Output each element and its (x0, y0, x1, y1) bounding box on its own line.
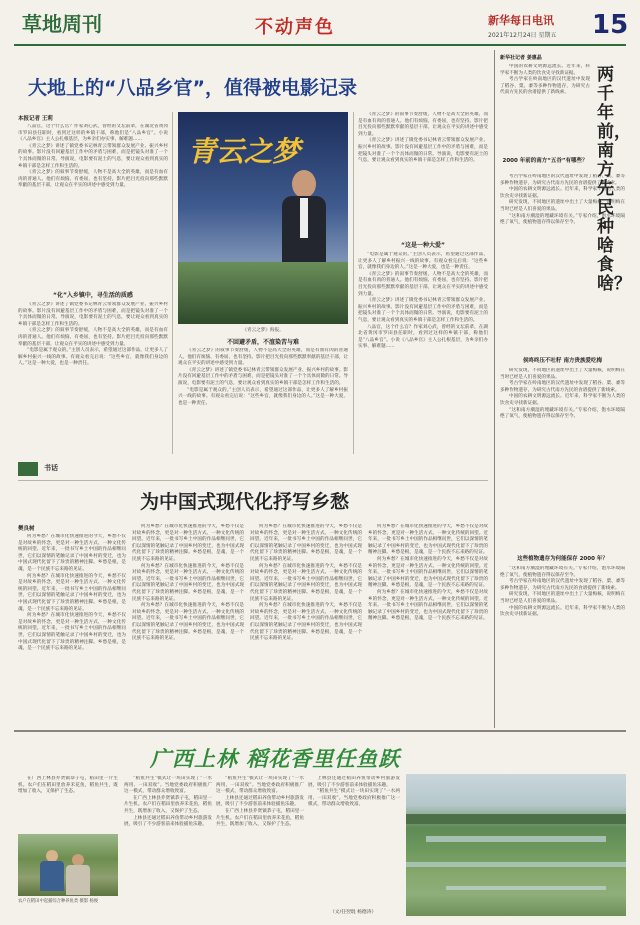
a2-col1-paragraph-2: 何为乡愁？在城市化快速推进的今天，乡愁不仅是对故乡的怀念，更是对一种生活方式、一种文化传统的回望。近年来，一批书写乡土中国的作品相继问世，它们以深情的笔触记录了中国乡村的变迁，也为中国式现代化留下了珍贵的精神注脚。乡愁是根，是魂，是一个民族不忘来路的见证。 (18, 573, 126, 612)
article-2-headline: 为中国式现代化抒写乡愁 (140, 491, 350, 513)
paper-brand: 新华每日电讯 (488, 14, 554, 27)
sidebar-body-1-paragraph-4: “这和南方潮湿的埋藏环境有关。”专家介绍，饱水环境隔绝了氧气，使植物遗存得以保存至今。 (500, 213, 625, 226)
article-3-headline: 广西上林 稻花香里任鱼跃 (150, 746, 401, 771)
lead-paragraph-cont-2: 《青云之梦》的叙事节奏舒缓，人物不是高大全的英雄，而是有血有肉的普通人。他们有烦恼、有委屈，也有坚持。影片把目光投向那些默默奉献的基层干部，让观众在平实的讲述中感受到力量。 (18, 170, 168, 189)
article-2-col2 (132, 524, 244, 724)
a3-col2-paragraph-3: 上林县还通过稻田养鱼带动乡村旅游发展，吸引了不少游客前来体验捕鱼乐趣。 (124, 815, 212, 828)
article-3-col4 (308, 776, 400, 904)
sidebar-body-1 (500, 174, 625, 352)
sidebar-body-3 (500, 566, 625, 726)
sidebar-q3: 这些植物遗存为何能保存 2000 年？ (517, 556, 608, 562)
sidebar-body-2 (500, 368, 625, 546)
article-1-subhead-3: “这是一种大爱” (401, 242, 445, 249)
column-brand: 草地周刊 (22, 12, 102, 36)
col3-paragraph-2: 《青云之梦》讲述了镇党委书记林青云带领群众发展产业、振兴乡村的故事。影片没有回避基层工作中的矛盾与困难，而是把镜头对准了一个个具体而微的日常。导演说，电影要有泥土的气息，要让观众看到真实的乡镇干部是怎样工作和生活的。 (358, 138, 488, 164)
a3-col4-paragraph: 上林县还通过稻田养鱼带动乡村旅游发展，吸引了不少游客前来体验捕鱼乐趣。 (308, 776, 400, 788)
article-3-col2 (124, 776, 212, 916)
a3-col3-paragraph-3: 在广西上林县乔贤镇恭子屯，稻田里一片生机。农户们在稻田里放养禾花鱼，稻鱼共生，既增加了收入，又保护了生态。 (216, 808, 304, 828)
a3-col3-paragraph-2: 上林县还通过稻田养鱼带动乡村旅游发展，吸引了不少游客前来体验捕鱼乐趣。 (216, 795, 304, 808)
poster-landscape (178, 262, 348, 324)
col4-paragraph: “电影是属于观众的。”主创人员表示，希望通过这部作品，让更多人了解乡村振兴一线的故事。有观众看完后说：“这些乡官，就像我们身边的人。”这是一种大爱，也是一种责任。 (358, 252, 488, 271)
lead-paragraph-cont: 《青云之梦》讲述了镇党委书记林青云带领群众发展产业、振兴乡村的故事。影片没有回避基层工作中的矛盾与困难，而是把镜头对准了一个个具体而微的日常。导演说，电影要有泥土的气息，要让观众看到真实的乡镇干部是怎样工作和生活的。 (18, 143, 168, 169)
col3-paragraph: 《青云之梦》的叙事节奏舒缓，人物不是高大全的英雄，而是有血有肉的普通人。他们有烦恼、有委屈，也有坚持。影片把目光投向那些默默奉献的基层干部，让观众在平实的讲述中感受到力量。 (358, 112, 488, 137)
sidebar-byline: 新华社记者 姜惠晶 (500, 55, 542, 61)
article-2-col1 (18, 534, 126, 724)
col4-paragraph-4: 八品官，这个什么官？作家刘心武，曾经的文坛前辈，在湖北省黄冈市罗田县任职时，看到过这样的乡镇干部，称他们是“八品乡官”。小说《八品乡官》主人公扎根基层，为乡亲们办实事、解难题…… (358, 324, 488, 350)
col1-paragraph: 《青云之梦》讲述了镇党委书记林青云带领群众发展产业、振兴乡村的故事。影片没有回避基层工作中的矛盾与困难，而是把镜头对准了一个个具体而微的日常。导演说，电影要有泥土的气息，要让观众看到真实的乡镇干部是怎样工作和生活的。 (18, 302, 168, 327)
sidebar-q2: 侯咚咚压不吐籽 南方贵族爱吃梅 (523, 358, 602, 364)
sidebar-divider (494, 50, 495, 728)
article-3-photo-2 (406, 774, 626, 916)
sidebar-headline: 两千年前，南方先民种啥食啥？ (597, 65, 631, 294)
article-2-byline: 樊良树 (18, 526, 35, 532)
a2-col3-paragraph-2: 何为乡愁？在城市化快速推进的今天，乡愁不仅是对故乡的怀念，更是对一种生活方式、一种文化传统的回望。近年来，一批书写乡土中国的作品相继问世，它们以深情的笔触记录了中国乡村的变迁，也为中国式现代化留下了珍贵的精神注脚。乡愁是根，是魂，是一个民族不忘来路的见证。 (250, 563, 362, 602)
article-1-lead (18, 124, 168, 286)
article-1-headline: 大地上的“八品乡官”，值得被电影记录 (28, 77, 357, 99)
col4-paragraph-3: 《青云之梦》讲述了镇党委书记林青云带领群众发展产业、振兴乡村的故事。影片没有回避基层工作中的矛盾与困难，而是把镜头对准了一个个具体而微的日常。导演说，电影要有泥土的气息，要让观众看到真实的乡镇干部是怎样工作和生活的。 (358, 298, 488, 323)
article-3-credit: （文/任翌琨 杨德涛） (330, 910, 377, 915)
sidebar-body-1-paragraph-2: 中国的农耕文明源远流长。近年来，科学家不断为人类的饮食史寻找新证据。 (500, 187, 625, 199)
article-3-photo-1-caption: 农户在稻田中起捕综合种养鱼类 摄影 杨俊 (18, 899, 99, 904)
sidebar-body-3-paragraph-4: 中国的农耕文明源远流长。近年来，科学家不断为人类的饮食史寻找新证据。 (500, 605, 625, 618)
sidebar-body-2-paragraph-4: “这和南方潮湿的埋藏环境有关。”专家介绍，饱水环境隔绝了氧气，使植物遗存得以保存至今。 (500, 407, 625, 420)
poster-title: 青云之梦 (188, 135, 301, 168)
sidebar-q1: 2000 年前的南方“五谷”有哪些？ (502, 158, 588, 164)
sidebar-body-3-paragraph: “这和南方潮湿的埋藏环境有关。”专家介绍，饱水环境隔绝了氧气，使植物遗存得以保存至今。 (500, 566, 625, 578)
col2-paragraph: 《青云之梦》的叙事节奏舒缓，人物不是高大全的英雄，而是有血有肉的普通人。他们有烦恼、有委屈，也有坚持。影片把目光投向那些默默奉献的基层干部，让观众在平实的讲述中感受到力量。 (178, 348, 348, 367)
sidebar-intro-paragraph-2: 考古学家在岭南地区的汉代遗址中发现了稻谷、粟、黍等多种作物遗存，为研究古代南方先民的食谱提供了新线索。 (500, 77, 590, 96)
article-1-col3-body (358, 112, 488, 232)
movie-poster (178, 112, 348, 324)
col2-paragraph-3: “电影是属于观众的。”主创人员表示，希望通过这部作品，让更多人了解乡村振兴一线的故事。有观众看完后说：“这些乡官，就像我们身边的人。”这是一种大爱，也是一种责任。 (178, 387, 348, 406)
a2-col3-paragraph-3: 何为乡愁？在城市化快速推进的今天，乡愁不仅是对故乡的怀念，更是对一种生活方式、一种文化传统的回望。近年来，一批书写乡土中国的作品相继问世，它们以深情的笔触记录了中国乡村的变迁，也为中国式现代化留下了珍贵的精神注脚。乡愁是根，是魂，是一个民族不忘来路的见证。 (250, 603, 362, 642)
sidebar-body-3-paragraph-3: 研究发现，不同地区的遗址中出土了大量梅核，说明梅在当时已经是人们喜爱的果品。 (500, 592, 625, 604)
column-tag-badge (18, 462, 38, 476)
column-tag: 书话 (44, 464, 58, 472)
a3-col1-paragraph: 在广西上林县乔贤镇恭子屯，稻田里一片生机。农户们在稻田里放养禾花鱼，稻鱼共生，既增加了收入，又保护了生态。 (18, 776, 118, 795)
col1-paragraph-3: “电影是属于观众的。”主创人员表示，希望通过这部作品，让更多人了解乡村振兴一线的故事。有观众看完后说：“这些乡官，就像我们身边的人。”这是一种大爱，也是一种责任。 (18, 348, 168, 367)
a2-col1-paragraph-3: 何为乡愁？在城市化快速推进的今天，乡愁不仅是对故乡的怀念，更是对一种生活方式、一种文化传统的回望。近年来，一批书写乡土中国的作品相继问世，它们以深情的笔触记录了中国乡村的变迁，也为中国式现代化留下了珍贵的精神注脚。乡愁是根，是魂，是一个民族不忘来路的见证。 (18, 613, 126, 652)
sidebar-body-1-paragraph-3: 研究发现，不同地区的遗址中出土了大量梅核，说明梅在当时已经是人们喜爱的果品。 (500, 200, 625, 212)
a3-col3-paragraph: “稻鱼共生”模式让一块田实现了“一水两用、一田双收”。当地党委政府积极推广这一模式，带动群众增收致富。 (216, 776, 304, 795)
sidebar-body-3-paragraph-2: 考古学家在岭南地区的汉代遗址中发现了稻谷、粟、黍等多种作物遗存，为研究古代南方先民的食谱提供了新线索。 (500, 579, 625, 591)
article-1-col1-body (18, 302, 168, 452)
col-divider (172, 112, 173, 454)
sidebar-body-2-paragraph-3: 中国的农耕文明源远流长。近年来，科学家不断为人类的饮食史寻找新证据。 (500, 394, 625, 406)
a3-col2-paragraph-2: 在广西上林县乔贤镇恭子屯，稻田里一片生机。农户们在稻田里放养禾花鱼，稻鱼共生，既增加了收入，又保护了生态。 (124, 795, 212, 814)
a2-col4-paragraph-2: 何为乡愁？在城市化快速推进的今天，乡愁不仅是对故乡的怀念，更是对一种生活方式、一种文化传统的回望。近年来，一批书写乡土中国的作品相继问世，它们以深情的笔触记录了中国乡村的变迁，也为中国式现代化留下了珍贵的精神注脚。乡愁是根，是魂，是一个民族不忘来路的见证。 (368, 556, 488, 589)
a2-col3-paragraph: 何为乡愁？在城市化快速推进的今天，乡愁不仅是对故乡的怀念，更是对一种生活方式、一种文化传统的回望。近年来，一批书写乡土中国的作品相继问世，它们以深情的笔触记录了中国乡村的变迁，也为中国式现代化留下了珍贵的精神注脚。乡愁是根，是魂，是一个民族不忘来路的见证。 (250, 524, 362, 562)
col2-paragraph-2: 《青云之梦》讲述了镇党委书记林青云带领群众发展产业、振兴乡村的故事。影片没有回避基层工作中的矛盾与困难，而是把镜头对准了一个个具体而微的日常。导演说，电影要有泥土的气息，要让观众看到真实的乡镇干部是怎样工作和生活的。 (178, 367, 348, 386)
article-1-byline: 本报记者 王莉 (18, 116, 53, 122)
article-3-col3 (216, 776, 304, 916)
col4-paragraph-2: 《青云之梦》的叙事节奏舒缓，人物不是高大全的英雄，而是有血有肉的普通人。他们有烦恼、有委屈，也有坚持。影片把目光投向那些默默奉献的基层干部，让观众在平实的讲述中感受到力量。 (358, 271, 488, 297)
a3-col4-paragraph-2: “稻鱼共生”模式让一块田实现了“一水两用、一田双收”。当地党委政府积极推广这一模式，带动群众增收致富。 (308, 789, 400, 808)
sidebar-body-2-paragraph: 研究发现，不同地区的遗址中出土了大量梅核，说明梅在当时已经是人们喜爱的果品。 (500, 368, 625, 380)
a2-col4-paragraph: 何为乡愁？在城市化快速推进的今天，乡愁不仅是对故乡的怀念，更是对一种生活方式、一种文化传统的回望。近年来，一批书写乡土中国的作品相继问世，它们以深情的笔触记录了中国乡村的变迁，也为中国式现代化留下了珍贵的精神注脚。乡愁是根，是魂，是一个民族不忘来路的见证。 (368, 524, 488, 556)
article-3-photo-1 (18, 834, 118, 896)
lead-paragraph: 八品官，这个什么官？作家刘心武，曾经的文坛前辈，在湖北省黄冈市罗田县任职时，看到过这样的乡镇干部，称他们是“八品乡官”。小说《八品乡官》主人公扎根基层，为乡亲们办实事、解难题…… (18, 124, 168, 143)
col1-paragraph-2: 《青云之梦》的叙事节奏舒缓，人物不是高大全的英雄，而是有血有肉的普通人。他们有烦恼、有委屈，也有坚持。影片把目光投向那些默默奉献的基层干部，让观众在平实的讲述中感受到力量。 (18, 328, 168, 347)
a2-col2-paragraph-3: 何为乡愁？在城市化快速推进的今天，乡愁不仅是对故乡的怀念，更是对一种生活方式、一种文化传统的回望。近年来，一批书写乡土中国的作品相继问世，它们以深情的笔触记录了中国乡村的变迁，也为中国式现代化留下了珍贵的精神注脚。乡愁是根，是魂，是一个民族不忘来路的见证。 (132, 603, 244, 642)
article-2-col4 (368, 524, 488, 724)
article-2-col3 (250, 524, 362, 724)
a2-col2-paragraph: 何为乡愁？在城市化快速推进的今天，乡愁不仅是对故乡的怀念，更是对一种生活方式、一种文化传统的回望。近年来，一批书写乡土中国的作品相继问世，它们以深情的笔触记录了中国乡村的变迁，也为中国式现代化留下了珍贵的精神注脚。乡愁是根，是魂，是一个民族不忘来路的见证。 (132, 524, 244, 562)
section-title: 不动声色 (255, 17, 335, 38)
article-1-col2-body (178, 348, 348, 454)
article-3-col1 (18, 776, 118, 832)
poster-caption: 《青云之梦》海报。 (242, 328, 284, 333)
a2-col1-paragraph: 何为乡愁？在城市化快速推进的今天，乡愁不仅是对故乡的怀念，更是对一种生活方式、一种文化传统的回望。近年来，一批书写乡土中国的作品相继问世，它们以深情的笔触记录了中国乡村的变迁，也为中国式现代化留下了珍贵的精神注脚。乡愁是根，是魂，是一个民族不忘来路的见证。 (18, 534, 126, 572)
sidebar-body-2-paragraph-2: 考古学家在岭南地区的汉代遗址中发现了稻谷、粟、黍等多种作物遗存，为研究古代南方先民的食谱提供了新线索。 (500, 381, 625, 393)
page-number: 15 (592, 10, 629, 40)
a3-col2-paragraph: “稻鱼共生”模式让一块田实现了“一水两用、一田双收”。当地党委政府积极推广这一模式，带动群众增收致富。 (124, 776, 212, 795)
article-1-col4-body (358, 252, 488, 454)
article-1-subhead-1: “化”入乡镇中，寻生活的质感 (53, 292, 133, 299)
date-line: 2021年12月24日 星期五 (488, 32, 557, 39)
sidebar-body-1-paragraph: 考古学家在岭南地区的汉代遗址中发现了稻谷、粟、黍等多种作物遗存，为研究古代南方先民的食谱提供了新线索。 (500, 174, 625, 186)
a2-col4-paragraph-3: 何为乡愁？在城市化快速推进的今天，乡愁不仅是对故乡的怀念，更是对一种生活方式、一种文化传统的回望。近年来，一批书写乡土中国的作品相继问世，它们以深情的笔触记录了中国乡村的变迁，也为中国式现代化留下了珍贵的精神注脚。乡愁是根，是魂，是一个民族不忘来路的见证。 (368, 589, 488, 622)
article-1-subhead-2: 不回避矛盾，不渲染苦与难 (226, 339, 299, 346)
bottom-section-rule (14, 730, 626, 732)
sidebar-intro (500, 64, 590, 154)
masthead-rule (14, 44, 626, 46)
a2-col2-paragraph-2: 何为乡愁？在城市化快速推进的今天，乡愁不仅是对故乡的怀念，更是对一种生活方式、一种文化传统的回望。近年来，一批书写乡土中国的作品相继问世，它们以深情的笔触记录了中国乡村的变迁，也为中国式现代化留下了珍贵的精神注脚。乡愁是根，是魂，是一个民族不忘来路的见证。 (132, 563, 244, 602)
col-divider-2 (353, 112, 354, 454)
sidebar-intro-paragraph: 中国的农耕文明源远流长。近年来，科学家不断为人类的饮食史寻找新证据。 (500, 64, 590, 76)
tag-rule (18, 480, 488, 481)
masthead (0, 0, 640, 46)
